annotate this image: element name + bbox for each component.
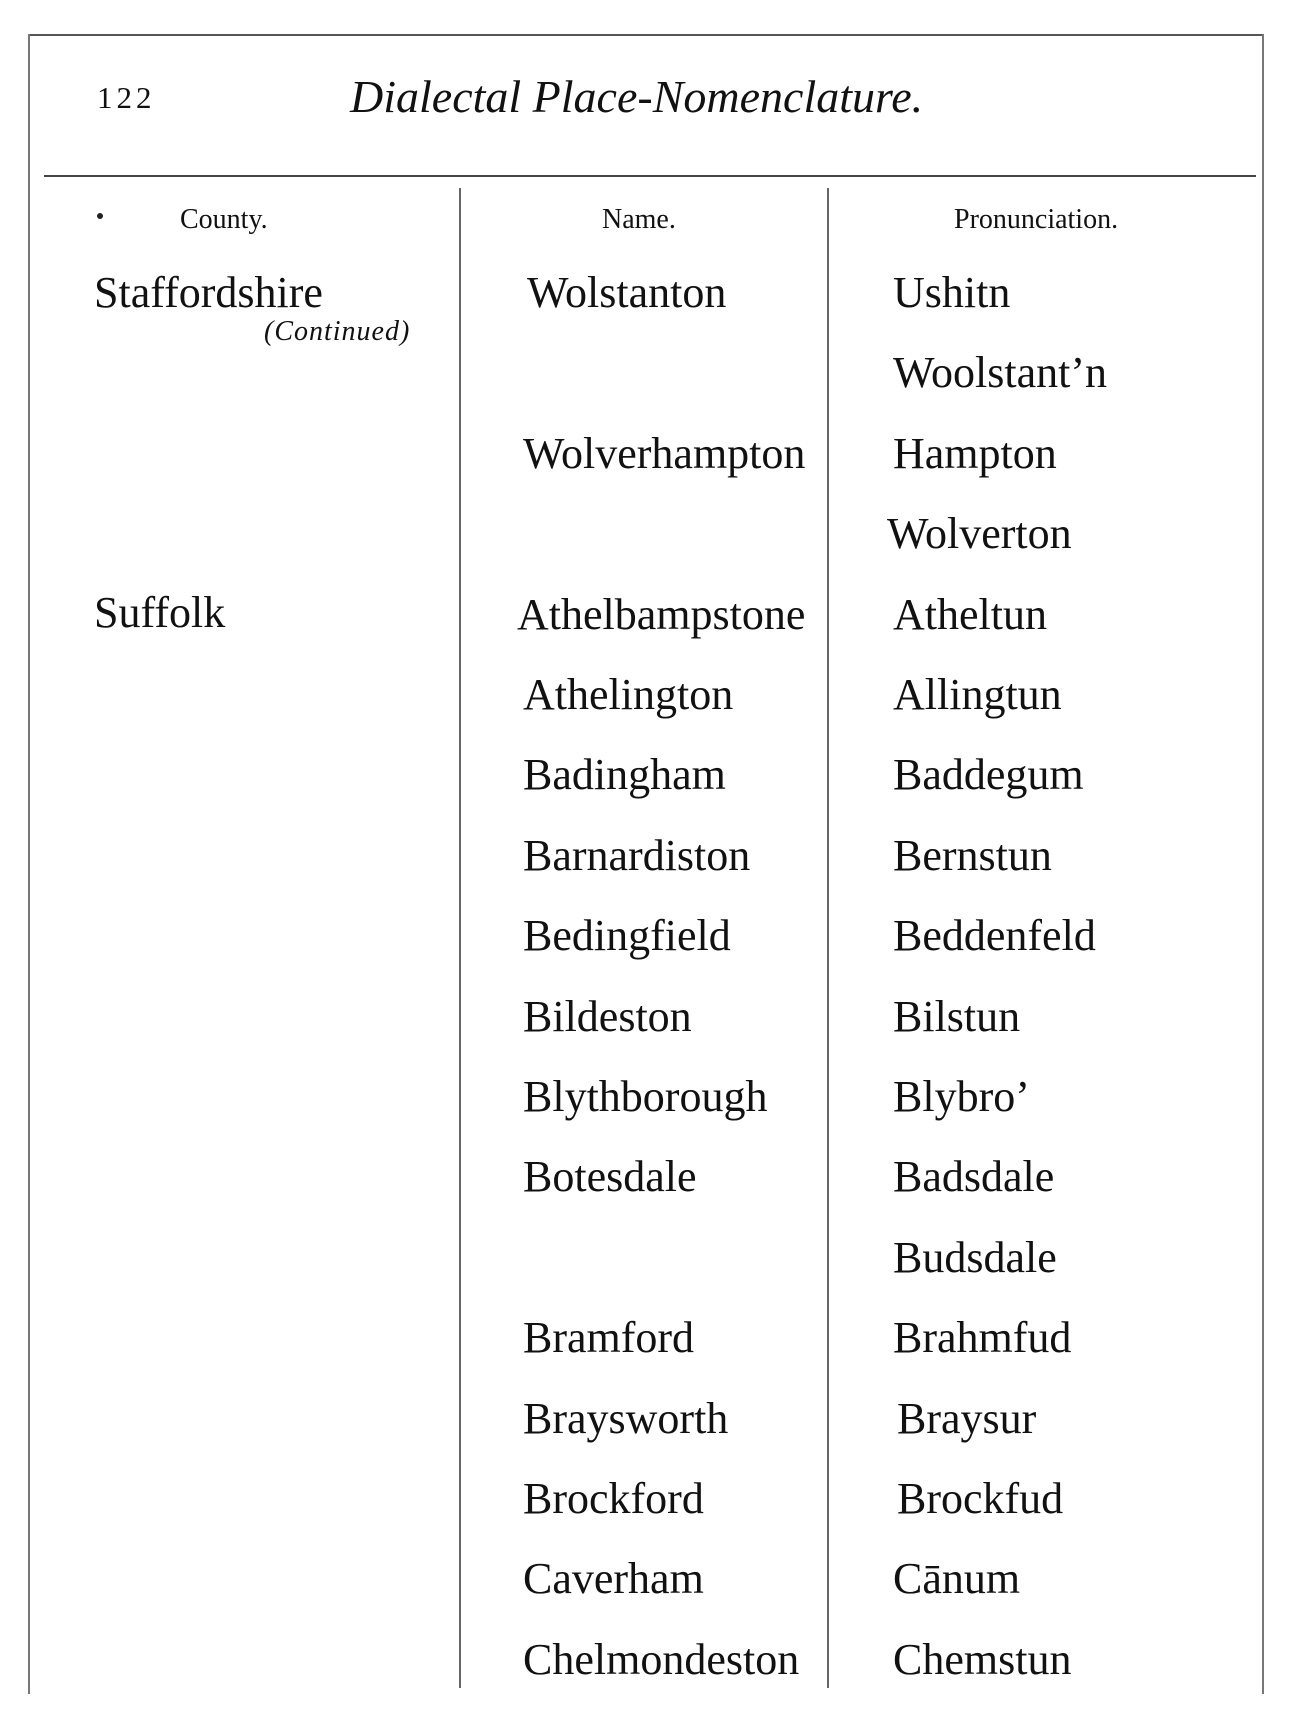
table-cell-pronunciation: Woolstant’n (893, 348, 1107, 397)
table-cell-pronunciation: Ushitn (893, 268, 1011, 317)
table-cell-name: Botesdale (523, 1152, 697, 1201)
table-cell-name: Bedingfield (523, 911, 731, 960)
table-cell-name: Barnardiston (523, 831, 751, 880)
page-number: 122 (97, 80, 156, 115)
table-cell-pronunciation: Braysur (897, 1394, 1037, 1443)
county-continued-note: (Continued) (264, 316, 411, 347)
table-cell-name: Athelington (523, 670, 734, 719)
table-cell-pronunciation: Hampton (893, 429, 1057, 478)
running-title: Dialectal Place-Nomenclature. (350, 71, 924, 122)
table-cell-name: Badingham (523, 750, 726, 799)
county-staffordshire: Staffordshire (94, 268, 323, 317)
table-cell-name: Bramford (523, 1313, 695, 1362)
table-cell-name: Braysworth (523, 1394, 729, 1443)
table-cell-pronunciation: Brahmfud (893, 1313, 1072, 1362)
table-cell-pronunciation: Baddegum (893, 750, 1084, 799)
table-cell-pronunciation: Cānum (893, 1554, 1021, 1603)
right-rule (1262, 34, 1264, 1694)
table-cell-name: Bildeston (523, 992, 692, 1041)
table-cell-pronunciation: Allingtun (893, 670, 1062, 719)
table-cell-pronunciation: Wolverton (887, 509, 1072, 558)
bullet-dot (97, 213, 103, 219)
header-rule (44, 175, 1256, 177)
table-cell-name: Wolverhampton (523, 429, 806, 478)
table-cell-name: Caverham (523, 1554, 704, 1603)
table-cell-name: Blythborough (523, 1072, 768, 1121)
column-divider-county-name (459, 188, 461, 1688)
county-suffolk: Suffolk (94, 588, 226, 637)
table-cell-pronunciation: Blybro’ (893, 1072, 1030, 1121)
table-cell-pronunciation: Bernstun (893, 831, 1052, 880)
table-cell-pronunciation: Atheltun (893, 590, 1047, 639)
top-rule (28, 34, 1264, 36)
table-cell-pronunciation: Brockfud (897, 1474, 1064, 1523)
table-cell-name: Chelmondeston (523, 1635, 800, 1684)
table-cell-name: Athelbampstone (517, 590, 806, 639)
table-cell-pronunciation: Bilstun (893, 992, 1021, 1041)
table-cell-name: Brockford (523, 1474, 704, 1523)
table-cell-name: Wolstanton (527, 268, 727, 317)
table-cell-pronunciation: Beddenfeld (893, 911, 1096, 960)
table-cell-pronunciation: Badsdale (893, 1152, 1055, 1201)
column-divider-name-pronunciation (827, 188, 829, 1688)
column-header-name: Name. (602, 204, 676, 235)
table-cell-pronunciation: Chemstun (893, 1635, 1072, 1684)
table-cell-pronunciation: Budsdale (893, 1233, 1057, 1282)
column-header-county: County. (180, 204, 268, 235)
left-rule (28, 34, 30, 1694)
column-header-pronunciation: Pronunciation. (954, 204, 1119, 235)
